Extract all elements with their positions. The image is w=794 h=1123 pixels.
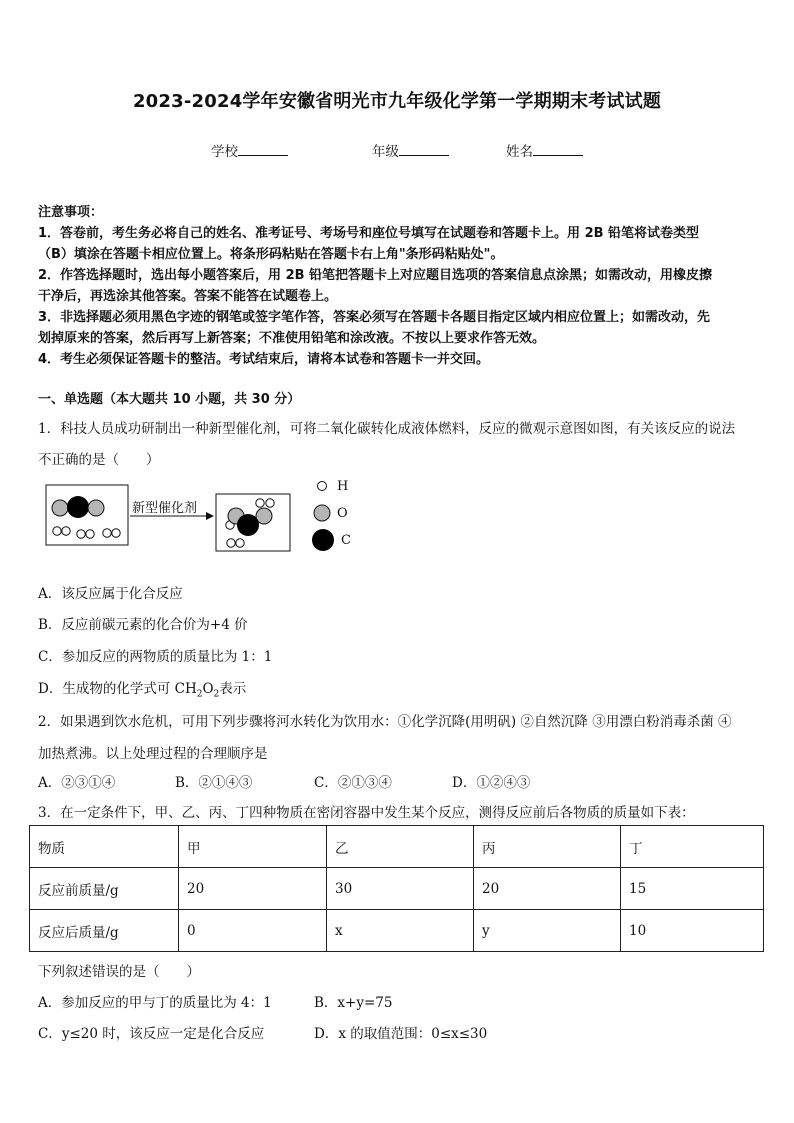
table-cell: 15 — [621, 868, 764, 910]
q1-option-d-suffix: 表示 — [219, 681, 247, 697]
q2-option-b: B．②①④③ — [175, 775, 253, 791]
q3-option-b: B．x+y=75 — [314, 995, 393, 1011]
q1-option-c: C．参加反应的两物质的质量比为 1：1 — [38, 649, 273, 665]
table-cell: 10 — [621, 910, 764, 952]
notes-line: 2．作答选择题时，选出每小题答案后，用 2B 铅笔把答题卡上对应题目选项的答案信息点涂黑；如需改动，用橡皮擦 — [38, 268, 713, 283]
grade-field — [372, 140, 449, 160]
hydrogen-atom — [53, 527, 61, 535]
carbon-atom — [237, 514, 259, 536]
question-3-followup: 下列叙述错误的是（ ） — [38, 964, 200, 980]
grade-blank — [399, 143, 449, 156]
legend-label-o: O — [337, 506, 348, 521]
q3-option-d: D．x 的取值范围：0≤x≤30 — [314, 1026, 488, 1042]
q3-options-row2 — [38, 1022, 760, 1042]
notes-line: 4．考生必须保证答题卡的整洁。考试结束后，请将本试卷和答题卡一并交回。 — [38, 352, 490, 367]
table-cell: 丁 — [621, 826, 764, 868]
q1-option-d-sub1: 2 — [196, 689, 203, 700]
oxygen-atom — [88, 500, 104, 516]
hydrogen-atom — [86, 530, 94, 538]
q1-option-d — [38, 677, 246, 700]
table-cell: 物质 — [30, 826, 179, 868]
table-cell: 反应后质量/g — [30, 910, 179, 952]
table-cell: 甲 — [179, 826, 327, 868]
notes-line: （B）填涂在答题卡相应位置上。将条形码粘贴在答题卡右上角"条形码粘贴处"。 — [38, 247, 504, 262]
hydrogen-atom — [62, 527, 70, 535]
table-cell: 反应前质量/g — [30, 868, 179, 910]
grade-label: 年级 — [372, 144, 399, 160]
legend-oxygen-icon — [314, 505, 330, 521]
question-1-line1: 1．科技人员成功研制出一种新型催化剂，可将二氧化碳转化成液体燃料，反应的微观示意图如图，有关该反应的说法 — [38, 421, 736, 437]
q1-option-b: B．反应前碳元素的化合价为+4 价 — [38, 617, 248, 633]
notes-heading: 注意事项： — [38, 205, 104, 220]
reaction-diagram — [44, 475, 374, 560]
q1-option-a: A．该反应属于化合反应 — [38, 586, 183, 602]
table-row — [30, 868, 764, 910]
table-cell: 20 — [179, 868, 327, 910]
question-2-stem — [38, 706, 760, 770]
table-cell: 0 — [179, 910, 327, 952]
arrow-head — [206, 512, 214, 520]
hydrogen-atom — [227, 539, 235, 547]
legend-hydrogen-icon — [318, 482, 327, 491]
q1-option-d-prefix: D．生成物的化学式可 CH — [38, 681, 197, 697]
q2-option-a: A．②③①④ — [38, 775, 116, 791]
notes-line: 干净后，再选涂其他答案。答案不能答在试题卷上。 — [38, 289, 338, 304]
hydrogen-atom — [256, 499, 264, 507]
table-cell: 30 — [327, 868, 474, 910]
q3-options-row1 — [38, 991, 760, 1011]
legend-label-h: H — [337, 479, 349, 494]
school-blank — [238, 143, 288, 156]
legend-carbon-icon — [312, 529, 334, 551]
notes-line: 3．非选择题必须用黑色字迹的钢笔或签字笔作答，答案必须写在答题卡各题目指定区域内相应位置上；如需改动，先 — [38, 310, 711, 325]
q1-option-d-mid: O — [202, 681, 214, 697]
table-cell: y — [474, 910, 621, 952]
q1-option-d-sub2: 2 — [213, 689, 220, 700]
table-row — [30, 910, 764, 952]
hydrogen-atom — [236, 539, 244, 547]
q2-options — [38, 771, 760, 791]
notes-line: 1．答卷前，考生务必将自己的姓名、准考证号、考场号和座位号填写在试题卷和答题卡上。用 2B 铅笔将试卷类型 — [38, 226, 700, 241]
hydrogen-atom — [77, 530, 85, 538]
carbon-atom — [67, 496, 89, 518]
exam-title: 2023-2024学年安徽省明光市九年级化学第一学期期末考试试题 — [132, 91, 662, 112]
oxygen-atom — [52, 500, 68, 516]
table-cell: x — [327, 910, 474, 952]
section-heading: 一、单选题（本大题共 10 小题，共 30 分） — [38, 392, 301, 407]
notes-block — [38, 202, 760, 370]
question-1-line2: 不正确的是（ ） — [38, 452, 160, 468]
q2-option-d: D．①②④③ — [452, 775, 531, 791]
name-blank — [533, 143, 583, 156]
question-3-stem: 3．在一定条件下，甲、乙、丙、丁四种物质在密闭容器中发生某个反应，测得反应前后各物质的质量如下表： — [38, 805, 695, 821]
catalyst-label: 新型催化剂 — [132, 501, 198, 516]
q2-option-c: C．②①③④ — [314, 775, 392, 791]
legend-label-c: C — [341, 533, 351, 548]
table-cell: 乙 — [327, 826, 474, 868]
question-2-line2: 加热煮沸。以上处理过程的合理顺序是 — [38, 746, 268, 762]
question-1-stem — [38, 414, 760, 476]
hydrogen-atom — [103, 529, 111, 537]
q3-option-c: C．y≤20 时，该反应一定是化合反应 — [38, 1026, 265, 1042]
school-field — [211, 140, 288, 160]
school-label: 学校 — [211, 144, 238, 160]
hydrogen-atom — [112, 529, 120, 537]
notes-line: 划掉原来的答案，然后再写上新答案；不准使用铅笔和涂改液。不按以上要求作答无效。 — [38, 331, 546, 346]
q3-option-a: A．参加反应的甲与丁的质量比为 4：1 — [38, 995, 272, 1011]
name-label: 姓名 — [506, 144, 533, 160]
table-cell: 20 — [474, 868, 621, 910]
hydrogen-atom — [266, 499, 274, 507]
name-field — [506, 140, 583, 160]
mass-table — [29, 825, 764, 952]
question-2-line1: 2．如果遇到饮水危机，可用下列步骤将河水转化为饮用水：①化学沉降(用明矾) ②自然沉降 ③用漂白粉消毒杀菌 ④ — [38, 714, 732, 730]
table-cell: 丙 — [474, 826, 621, 868]
table-row — [30, 826, 764, 868]
